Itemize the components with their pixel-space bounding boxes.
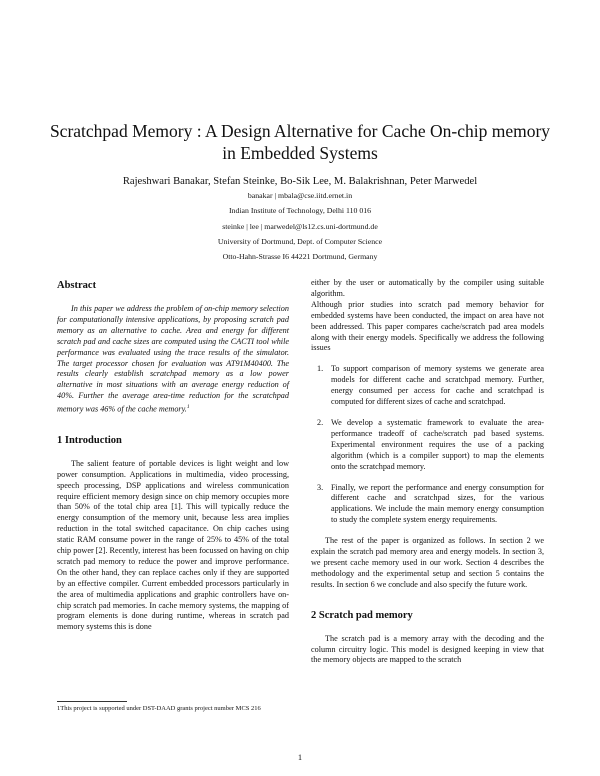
affiliation-address: Otto-Hahn-Strasse I6 44221 Dortmund, Germany <box>222 252 378 261</box>
intro-heading: 1 Introduction <box>57 434 122 446</box>
right-column <box>311 278 544 666</box>
list-number: 3. <box>317 482 324 492</box>
footnote <box>57 704 289 713</box>
affiliation-email-dortmund: steinke | lee | marwedel@ls12.cs.uni-dortmund.de <box>222 222 378 231</box>
list-text: Finally, we report the performance and energy consumption for different cache and scratchpad sizes, for the various applications. We include the main memory energy consumption to study the complete system energy requirements. <box>331 482 544 525</box>
issues-list <box>311 364 544 526</box>
right-para-1: either by the user or automatically by the compiler using suitable algorithm. <box>311 278 544 298</box>
title-line-1: Scratchpad Memory : A Design Alternative for Cache On-chip memory <box>49 121 551 141</box>
left-column <box>57 279 289 633</box>
title-line-2: in Embedded Systems <box>222 143 378 163</box>
list-item <box>311 483 544 527</box>
author-list: Rajeshwari Banakar, Stefan Steinke, Bo-Sik Lee, M. Balakrishnan, Peter Marwedel <box>122 176 478 187</box>
list-text: To support comparison of memory systems we generate area models for different cache and scratchpad memory. Further, energy consumed per access for cache and scratchpad is computed for different sizes of cache and scratchpad. <box>331 364 544 407</box>
section2-text: The scratch pad is a memory array with the decoding and the column circuitry logic. This model is designed keeping in view that the memory objects are mapped to the scratch <box>311 633 544 665</box>
abstract-body: In this paper we address the problem of on-chip memory selection for computationally intensive applications, by proposing scratch pad memory as an alternative to cache. Area and energy for different scratch pad and cache sizes are computed using the CACTI tool while performance was evaluated using the trace results of the simulator. The target processor chosen for evaluation was AT91M40400. The results clearly establish scratchpad memory as a low power alternative in most situations with an average energy reduction of 40%. Further the average area-time reduction for the scratchpad memory was 46% of the cache memory. <box>57 304 289 414</box>
affiliation-iitd: Indian Institute of Technology, Delhi 110 016 <box>228 206 372 215</box>
intro-text: The salient feature of portable devices is light weight and low power consumption. Applications in multimedia, video processing, speech processing, DSP applications and wireless communication require efficient memory design since on chip memory occupies more than 50% of the total chip area [1]. This will typically reduce the energy consumption of the memory unit, because less area implies reduction in the total switched capacitance. On chip caches using static RAM consume power in the range of 25% to 45% of the total chip power [2]. Recently, interest has been focussed on having on chip scratch pad memory to reduce the power and improve performance. On the other hand, they can replace caches only if they are supported by an effective compiler. Current embedded processors particularly in the area of multimedia applications and graphic controllers have on-chip scratch pad memories. In cache memory systems, the mapping of program elements is done during runtime, whereas in scratch pad memory systems this is done <box>57 458 289 632</box>
section2-heading: 2 Scratch pad memory <box>311 609 413 621</box>
affiliation-email-iitd: banakar | mbala@cse.iitd.ernet.in <box>247 191 353 200</box>
page-number: 1 <box>297 752 303 762</box>
right-para-2: Although prior studies into scratch pad memory behavior for embedded systems have been conducted, the impact on area have not been addressed. This paper compares cache/scratch pad area models along with their energy models. Specifically we address the following issues <box>311 299 544 353</box>
list-item <box>311 418 544 473</box>
paper-title <box>40 120 560 164</box>
list-number: 1. <box>317 364 324 374</box>
list-item <box>311 364 544 408</box>
list-number: 2. <box>317 417 324 427</box>
affiliation-dortmund: University of Dortmund, Dept. of Computer Science <box>217 237 383 246</box>
right-para-3: The rest of the paper is organized as follows. In section 2 we explain the scratch pad memory area and energy models. In section 3, we present cache memory used in our work. Section 4 describes the methodology and the experimental setup and section 5 contains the results. In section 6 we conclude and also specify the future work. <box>311 536 544 589</box>
abstract-heading: Abstract <box>57 280 97 291</box>
footnote-rule <box>57 701 127 702</box>
list-text: We develop a systematic framework to evaluate the area-performance tradeoff of cache/scratch pad based systems. Experimental environment requires the use of a packing algorithm (which is a compiler support) to map the elements onto the scratchpad memory. <box>331 417 544 471</box>
abstract-footnote-mark: 1 <box>186 404 190 411</box>
abstract-text <box>57 304 289 416</box>
footnote-text: 1This project is supported under DST-DAAD grants project number MCS 216 <box>57 705 261 712</box>
